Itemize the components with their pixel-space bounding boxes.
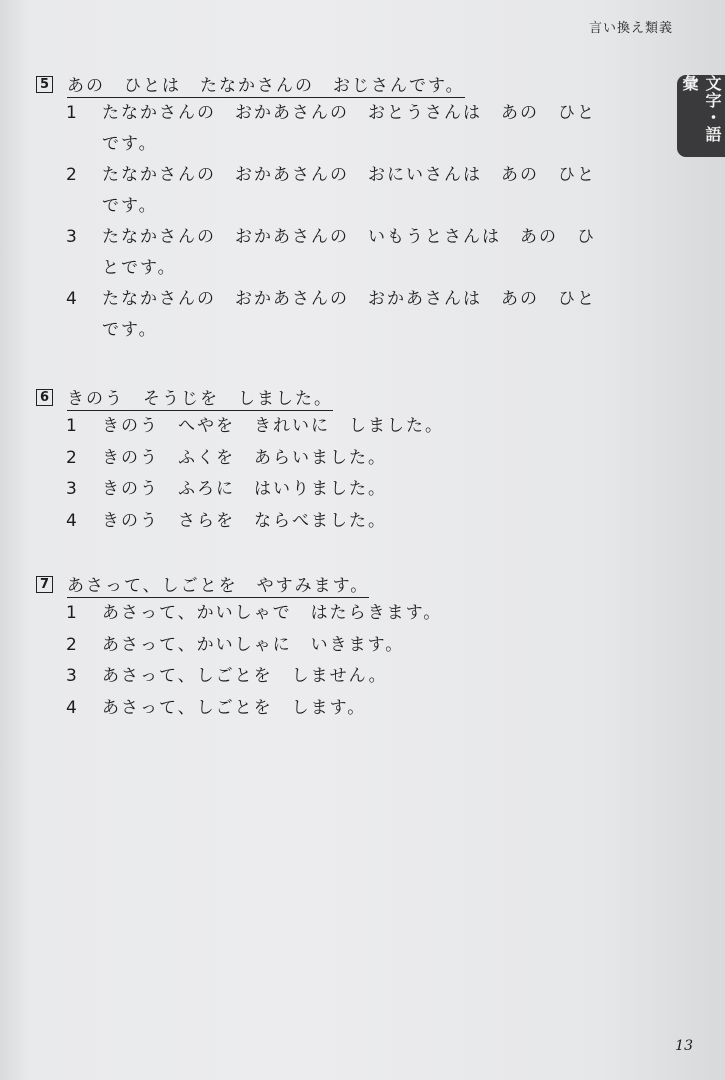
- answer-option[interactable]: [66, 474, 632, 506]
- question-6: [36, 383, 632, 537]
- option-number: 4: [66, 289, 79, 309]
- option-number: 1: [66, 603, 79, 623]
- option-number: 2: [66, 634, 79, 655]
- question-sentence: きのう そうじを しました。: [67, 384, 333, 411]
- option-number: 1: [66, 103, 79, 123]
- option-text: たなかさんの おかあさんの おとうさんは あの ひと です。: [102, 103, 596, 154]
- question-sentence: あさって、しごとを やすみます。: [67, 571, 369, 598]
- option-number: 1: [66, 416, 79, 436]
- question-number: 5: [36, 76, 53, 93]
- question-number: 7: [36, 576, 53, 593]
- answer-option[interactable]: [66, 630, 632, 662]
- answer-option[interactable]: [66, 693, 632, 725]
- question-7: [36, 570, 632, 724]
- question-5: [36, 70, 632, 346]
- chapter-tab: 文字・語彙: [677, 75, 725, 157]
- option-text: きのう さらを ならべました。: [102, 510, 387, 531]
- option-number: 4: [66, 510, 79, 531]
- section-title: 言い換え類義: [588, 21, 673, 36]
- option-text: あさって、しごとを しません。: [102, 666, 388, 686]
- answer-option[interactable]: [66, 98, 632, 160]
- option-text: たなかさんの おかあさんの おにいさんは あの ひと です。: [102, 165, 596, 216]
- option-text: きのう へやを きれいに しました。: [102, 416, 444, 436]
- answer-option[interactable]: [66, 506, 632, 538]
- option-number: 3: [66, 227, 79, 247]
- option-number: 3: [66, 666, 79, 686]
- option-text: たなかさんの おかあさんの おかあさんは あの ひと です。: [102, 289, 596, 340]
- option-number: 2: [66, 447, 79, 468]
- answer-option[interactable]: [66, 443, 632, 475]
- option-text: あさって、かいしゃで はたらきます。: [102, 603, 443, 623]
- question-sentence: あの ひとは たなかさんの おじさんです。: [67, 71, 465, 98]
- answer-option[interactable]: [66, 598, 632, 630]
- page-number: 13: [675, 1038, 693, 1054]
- option-text: きのう ふろに はいりました。: [102, 479, 387, 499]
- option-number: 2: [66, 165, 79, 185]
- option-text: たなかさんの おかあさんの いもうとさんは あの ひ とです。: [102, 227, 596, 278]
- answer-option[interactable]: [66, 661, 632, 693]
- option-text: あさって、しごとを します。: [102, 697, 367, 718]
- option-number: 3: [66, 479, 79, 499]
- answer-option[interactable]: [66, 411, 632, 443]
- answer-option[interactable]: [66, 284, 632, 346]
- answer-option[interactable]: [66, 222, 632, 284]
- option-text: きのう ふくを あらいました。: [102, 447, 387, 468]
- option-number: 4: [66, 697, 79, 718]
- option-text: あさって、かいしゃに いきます。: [102, 634, 405, 655]
- question-number: 6: [36, 389, 53, 406]
- answer-option[interactable]: [66, 160, 632, 222]
